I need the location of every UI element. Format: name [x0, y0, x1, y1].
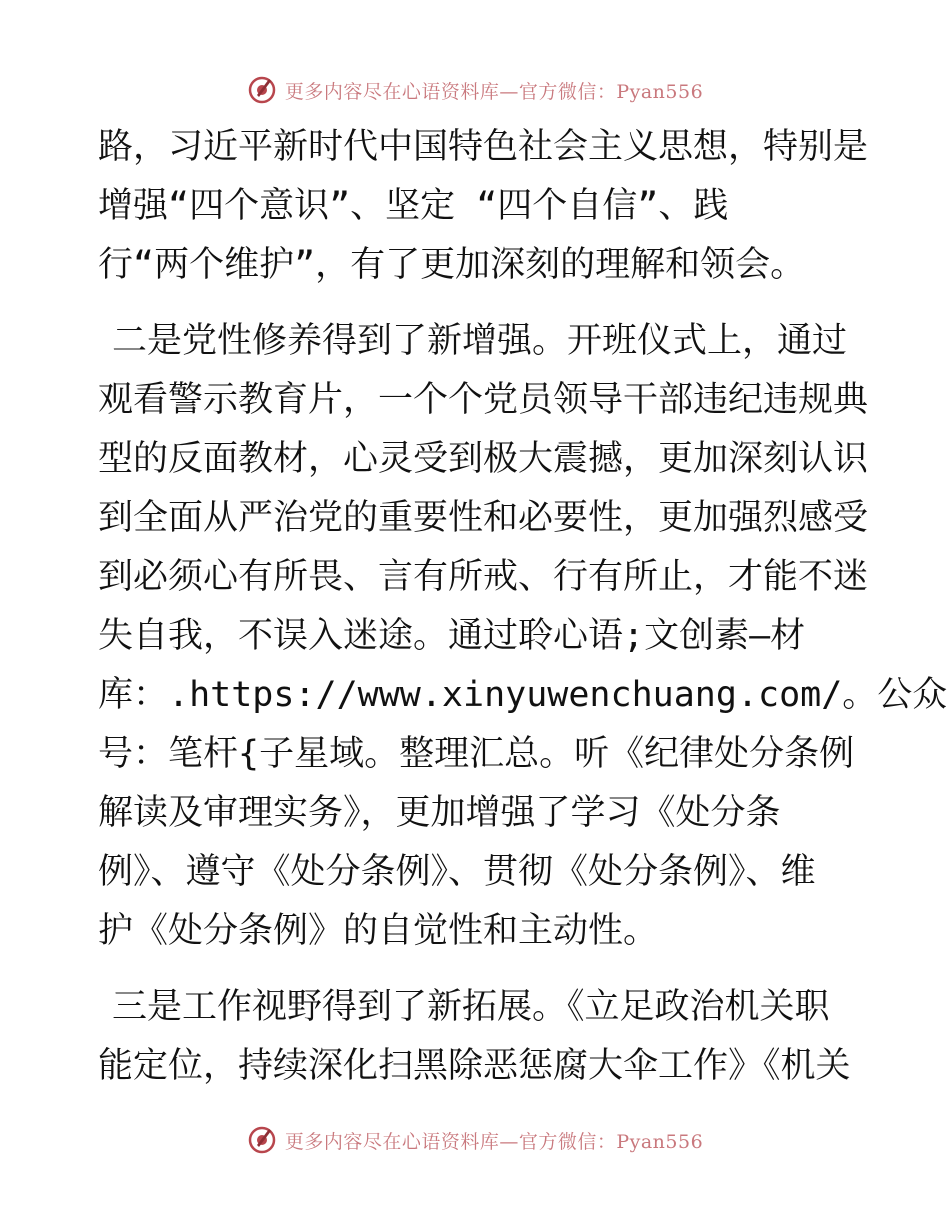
text-line: 能定位，持续深化扫黑除恶惩腐大伞工作》《机关	[98, 1046, 851, 1086]
text-line: 解读及审理实务》，更加增强了学习《处分条	[98, 793, 781, 833]
header-watermark	[0, 70, 950, 110]
text-line: 三是工作视野得到了新拓展。《立足政治机关职	[112, 987, 830, 1027]
document-body	[98, 118, 948, 1096]
text-line: 观看警示教育片，一个个党员领导干部违纪违规典	[98, 380, 869, 420]
footer-watermark	[0, 1120, 950, 1160]
text-line: 二是党性修养得到了新增强。开班仪式上，通过	[112, 321, 848, 361]
watermark-text: 更多内容尽在心语资料库—官方微信：Pyan556	[284, 1130, 704, 1153]
watermark-text: 更多内容尽在心语资料库—官方微信：Pyan556	[284, 80, 704, 103]
text-line: 到全面从严治党的重要性和必要性，更加强烈感受	[98, 498, 869, 538]
quill-seal-icon	[247, 75, 277, 105]
text-line: 号：笔杆{子星域。整理汇总。听《纪律处分条例	[98, 734, 855, 774]
paragraph-2	[98, 312, 948, 961]
text-line: 增强“四个意识”、坚定 “四个自信”、践	[98, 186, 729, 226]
paragraph-3	[98, 978, 858, 1096]
quill-seal-icon	[247, 1125, 277, 1155]
text-line: 行“两个维护”，有了更加深刻的理解和领会。	[98, 245, 806, 285]
text-line: 路，习近平新时代中国特色社会主义思想，特别是	[98, 127, 869, 167]
text-line: 到必须心有所畏、言有所戒、行有所止，才能不迷	[98, 557, 869, 597]
text-line: 例》、遵守《处分条例》、贯彻《处分条例》、维	[98, 852, 816, 892]
text-line: 失自我，不误入迷途。通过聆心语;文创素—材	[98, 616, 806, 656]
text-line: 型的反面教材，心灵受到极大震撼，更加深刻认识	[98, 439, 869, 479]
paragraph-1	[98, 118, 869, 295]
text-line: 护《处分条例》的自觉性和主动性。	[98, 911, 659, 951]
text-line: 库：.https://www.xinyuwenchuang.com/。公众	[98, 675, 948, 715]
